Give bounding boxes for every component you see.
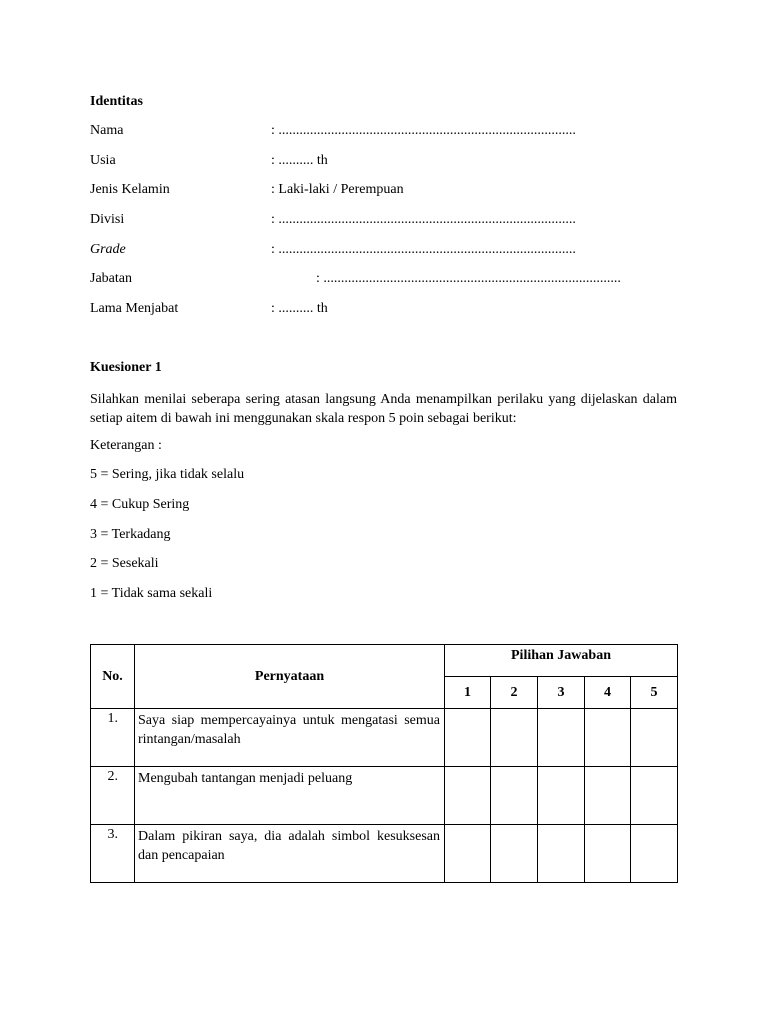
- gender-label: Jenis Kelamin: [90, 182, 170, 197]
- row-statement: Mengubah tantangan menjadi peluang: [135, 767, 445, 825]
- answer-cell-5[interactable]: [631, 825, 678, 883]
- tenure-field[interactable]: : .......... th: [271, 301, 328, 316]
- scale-header-2: 2: [491, 677, 538, 709]
- row-number: 1.: [91, 709, 135, 767]
- col-statement-header: Pernyataan: [135, 645, 445, 709]
- answer-cell-2[interactable]: [491, 767, 538, 825]
- answer-cell-3[interactable]: [538, 767, 585, 825]
- scale-header-4: 4: [585, 677, 631, 709]
- answer-cell-1[interactable]: [445, 767, 491, 825]
- legend-item: 5 = Sering, jika tidak selalu: [90, 467, 245, 482]
- answer-cell-4[interactable]: [585, 825, 631, 883]
- answer-cell-4[interactable]: [585, 767, 631, 825]
- answer-cell-1[interactable]: [445, 825, 491, 883]
- grade-field[interactable]: : .....................................................................................: [271, 242, 576, 257]
- answer-cell-1[interactable]: [445, 709, 491, 767]
- answer-cell-4[interactable]: [585, 709, 631, 767]
- gender-field[interactable]: : Laki-laki / Perempuan: [271, 182, 404, 197]
- table-row: [91, 767, 678, 825]
- row-number: 3.: [91, 825, 135, 883]
- tenure-label: Lama Menjabat: [90, 301, 179, 316]
- age-label: Usia: [90, 153, 116, 168]
- scale-header-3: 3: [538, 677, 585, 709]
- identity-heading: Identitas: [90, 94, 143, 109]
- division-label: Divisi: [90, 212, 125, 227]
- position-label: Jabatan: [90, 271, 132, 286]
- answer-cell-3[interactable]: [538, 825, 585, 883]
- age-field[interactable]: : .......... th: [271, 153, 328, 168]
- legend-item: 1 = Tidak sama sekali: [90, 586, 213, 601]
- name-label: Nama: [90, 123, 124, 138]
- col-no-header: No.: [91, 645, 135, 709]
- scale-header-5: 5: [631, 677, 678, 709]
- scale-header-1: 1: [445, 677, 491, 709]
- answer-cell-2[interactable]: [491, 709, 538, 767]
- col-choices-header: Pilihan Jawaban: [445, 645, 678, 677]
- name-field[interactable]: : .....................................................................................: [271, 123, 576, 138]
- legend-item: 4 = Cukup Sering: [90, 497, 190, 512]
- questionnaire-heading: Kuesioner 1: [90, 360, 162, 375]
- answer-cell-5[interactable]: [631, 709, 678, 767]
- row-statement: Dalam pikiran saya, dia adalah simbol kesuksesan dan pencapaian: [135, 825, 445, 883]
- rating-table: [90, 644, 678, 883]
- answer-cell-3[interactable]: [538, 709, 585, 767]
- answer-cell-2[interactable]: [491, 825, 538, 883]
- row-number: 2.: [91, 767, 135, 825]
- table-row: [91, 825, 678, 883]
- instruction-paragraph: Silahkan menilai seberapa sering atasan langsung Anda menampilkan perilaku yang dijelaskan dalam setiap aitem di bawah ini menggunakan skala respon 5 poin sebagai berikut:: [90, 392, 677, 426]
- legend-title: Keterangan :: [90, 438, 162, 453]
- answer-cell-5[interactable]: [631, 767, 678, 825]
- grade-label: Grade: [90, 242, 126, 257]
- row-statement: Saya siap mempercayainya untuk mengatasi semua rintangan/masalah: [135, 709, 445, 767]
- legend-item: 2 = Sesekali: [90, 556, 159, 571]
- legend-item: 3 = Terkadang: [90, 527, 171, 542]
- table-row: [91, 709, 678, 767]
- division-field[interactable]: : .....................................................................................: [271, 212, 576, 227]
- position-field[interactable]: : .....................................................................................: [316, 271, 621, 286]
